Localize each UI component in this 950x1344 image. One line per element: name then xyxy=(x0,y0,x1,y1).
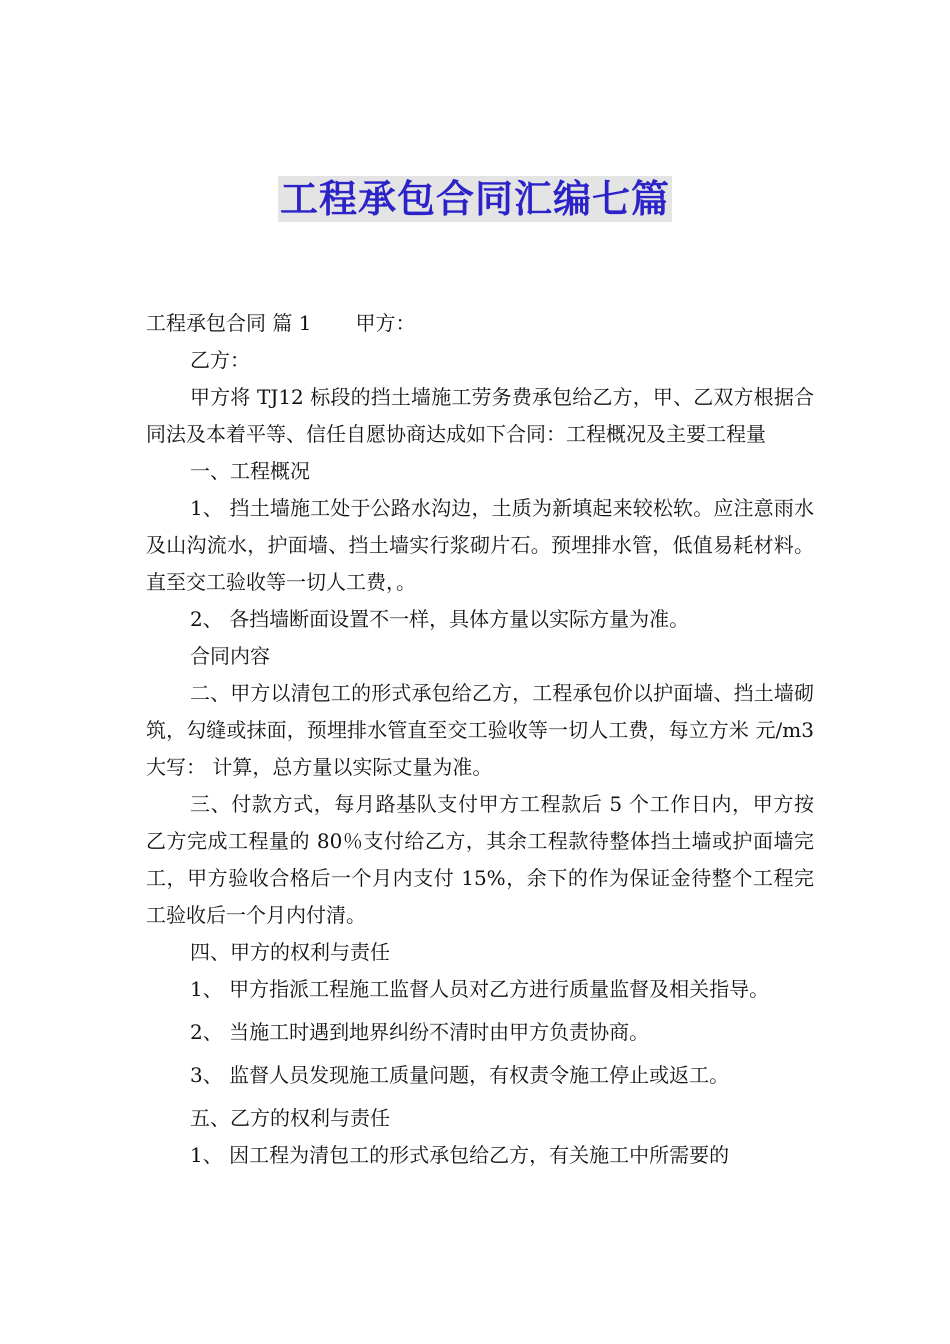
section-heading-4: 四、甲方的权利与责任 xyxy=(190,940,390,964)
document-title: 工程承包合同汇编七篇 xyxy=(279,177,670,221)
paragraph-heading-1 xyxy=(146,305,814,342)
section-heading-5: 五、乙方的权利与责任 xyxy=(190,1106,390,1130)
paragraph-item-4-3: 3、 监督人员发现施工质量问题，有权责令施工停止或返工。 xyxy=(190,1063,730,1087)
section-heading-1: 一、工程概况 xyxy=(190,459,310,483)
paragraph-item-4-1: 1、 甲方指派工程施工监督人员对乙方进行质量监督及相关指导。 xyxy=(190,977,770,1001)
section-heading-contract: 合同内容 xyxy=(190,644,270,668)
party-a-label: 甲方： xyxy=(355,311,416,335)
contract-heading: 工程承包合同 篇 1 xyxy=(146,311,312,335)
paragraph-item-1: 1、 挡土墙施工处于公路水沟边，土质为新填起来较松软。应注意雨水及山沟流水，护面墙、挡土墙实行浆砌片石。预埋排水管，低值易耗材料。直至交工验收等一切人工费，。 xyxy=(146,496,814,594)
paragraph-intro: 甲方将 TJ12 标段的挡土墙施工劳务费承包给乙方，甲、乙双方根据合同法及本着平等、信任自愿协商达成如下合同：工程概况及主要工程量 xyxy=(146,385,814,446)
party-b-label: 乙方： xyxy=(190,348,250,372)
paragraph-item-2: 2、 各挡墙断面设置不一样，具体方量以实际方量为准。 xyxy=(190,607,690,631)
paragraph-section-2: 二、甲方以清包工的形式承包给乙方，工程承包价以护面墙、挡土墙砌筑，勾缝或抹面，预埋排水管直至交工验收等一切人工费，每立方米 元/m3 大写： 计算，总方量以实际丈量为准。 xyxy=(146,681,814,779)
title-container xyxy=(0,176,950,222)
paragraph-item-4-2: 2、 当施工时遇到地界纠纷不清时由甲方负责协商。 xyxy=(190,1020,650,1044)
paragraph-section-3: 三、付款方式，每月路基队支付甲方工程款后 5 个工作日内，甲方按乙方完成工程量的 80％支付给乙方，其余工程款待整体挡土墙或护面墙完工，甲方验收合格后一个月内支付 15%，余下的作为保证金待整个工程完工验收后一个月内付清。 xyxy=(146,792,814,927)
document-body xyxy=(146,305,814,1174)
paragraph-item-5-1: 1、 因工程为清包工的形式承包给乙方，有关施工中所需要的 xyxy=(190,1143,730,1167)
